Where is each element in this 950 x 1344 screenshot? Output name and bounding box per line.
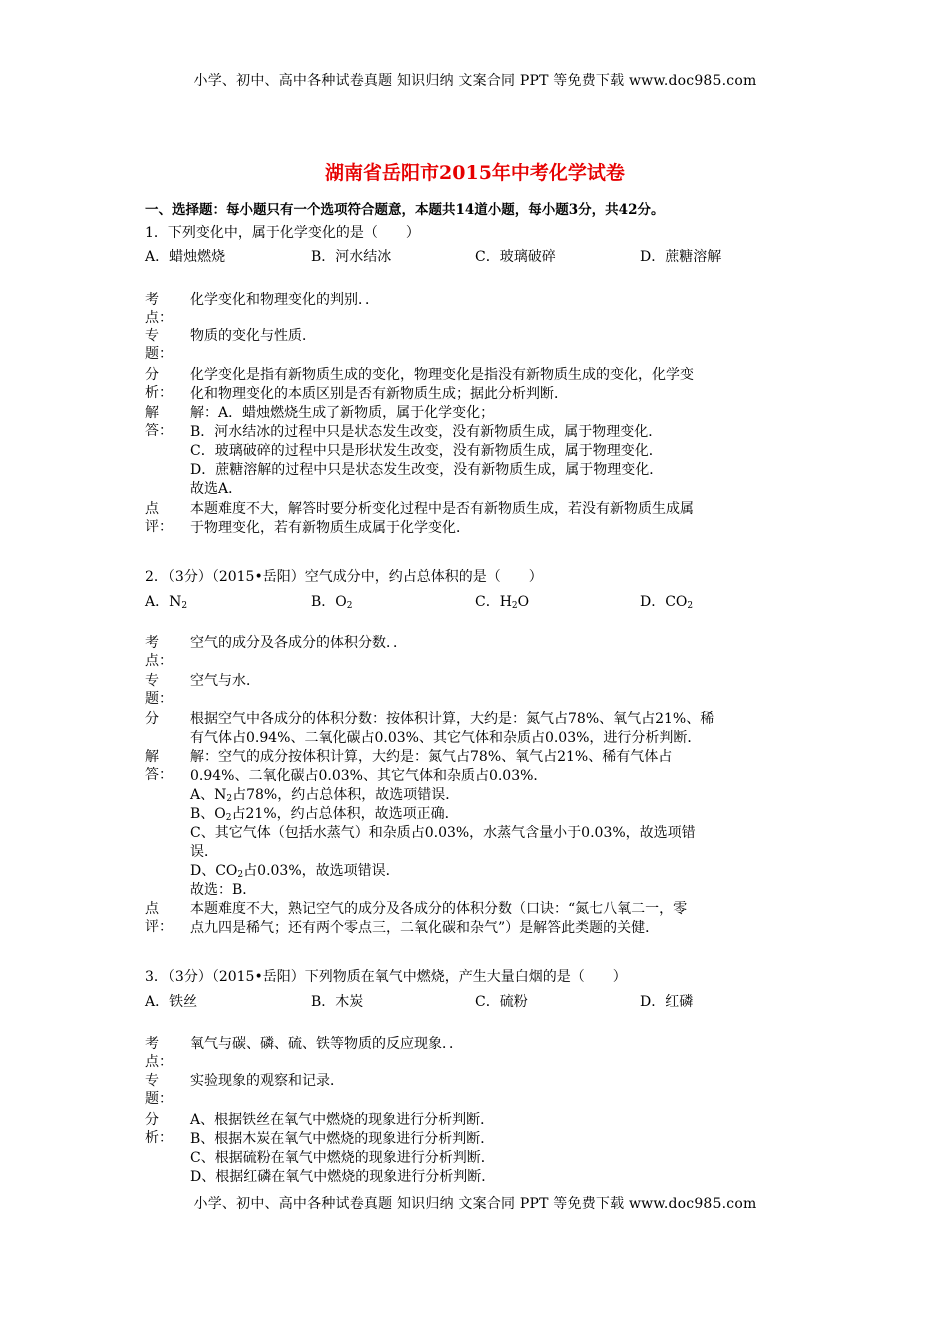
q1-jieda-line: 故选A． <box>190 481 243 497</box>
q1-kaodian: 化学变化和物理变化的判别．． <box>190 292 379 308</box>
label-dianping-2: 评： <box>145 519 173 535</box>
q3-option-c: C．硫粉 <box>475 994 528 1010</box>
q3-option-d: D．红磷 <box>640 994 694 1010</box>
label-jieda-2: 答： <box>145 423 173 439</box>
label-zhuanti-1: 专 <box>145 1073 159 1089</box>
q3-fenxi-line: D、根据红磷在氧气中燃烧的现象进行分析判断． <box>190 1169 496 1185</box>
label-dianping-2: 评： <box>145 919 173 935</box>
label-jieda-1: 解 <box>145 405 159 421</box>
label-zhuanti-2: 题： <box>145 346 173 362</box>
label-fenxi-1: 分 <box>145 711 159 727</box>
label-kaodian-2: 点： <box>145 653 173 669</box>
q2-option-d: D．$CO_2$ <box>640 594 694 611</box>
q2-jieda-a: A、$N_2$占78%，约占总体积，故选项错误． <box>190 787 460 804</box>
q3-fenxi-line: A、根据铁丝在氧气中燃烧的现象进行分析判断． <box>190 1112 495 1128</box>
q1-jieda-line: D．蔗糖溶解的过程中只是状态发生改变，没有新物质生成，属于物理变化． <box>190 462 664 478</box>
q2-kaodian: 空气的成分及各成分的体积分数．． <box>190 635 407 651</box>
label-fenxi-1: 分 <box>145 1112 159 1128</box>
q2-jieda-line: 解：空气的成分按体积计算，大约是：氮气占78%、氧气占21%、稀有气体占 <box>190 749 673 765</box>
q2-dianping-line: 点九四是稀气；还有两个零点三，二氧化碳和杂气”）是解答此类题的关健． <box>190 920 660 936</box>
q1-jieda-line: 解：A．蜡烛燃烧生成了新物质，属于化学变化； <box>190 405 495 421</box>
label-fenxi-2: 析： <box>145 385 173 401</box>
q1-option-b: B．河水结冰 <box>311 249 392 265</box>
q3-kaodian: 氧气与碳、磷、硫、铁等物质的反应现象．． <box>190 1036 463 1052</box>
q2-fenxi-line: 根据空气中各成分的体积分数：按体积计算，大约是：氮气占78%、氧气占21%、稀 <box>190 711 715 727</box>
q1-dianping-line: 本题难度不大，解答时要分析变化过程中是否有新物质生成，若没有新物质生成属 <box>190 501 694 517</box>
label-jieda-2: 答： <box>145 767 173 783</box>
label-kaodian-1: 考 <box>145 1036 159 1052</box>
q1-zhuanti: 物质的变化与性质． <box>190 328 316 344</box>
label-zhuanti-2: 题： <box>145 691 173 707</box>
q1-jieda-line: C．玻璃破碎的过程中只是形状发生改变，没有新物质生成，属于物理变化． <box>190 443 663 459</box>
q2-jieda-b: B、$O_2$占21%，约占总体积，故选项正确． <box>190 806 459 823</box>
q1-fenxi-line: 化学变化是指有新物质生成的变化，物理变化是指没有新物质生成的变化，化学变 <box>190 367 694 383</box>
question-3-stem: 3．（3分）（2015•岳阳）下列物质在氧气中燃烧，产生大量白烟的是（ ） <box>145 969 627 985</box>
label-dianping-1: 点 <box>145 501 159 517</box>
label-fenxi-1: 分 <box>145 367 159 383</box>
label-dianping-1: 点 <box>145 901 159 917</box>
q2-dianping-line: 本题难度不大，熟记空气的成分及各成分的体积分数（口诀：“氮七八氧二一，零 <box>190 901 688 917</box>
q2-zhuanti: 空气与水． <box>190 673 260 689</box>
q1-option-a: A．蜡烛燃烧 <box>145 249 226 265</box>
q3-option-a: A．铁丝 <box>145 994 198 1010</box>
section-heading: 一、选择题：每小题只有一个选项符合题意，本题共14道小题，每小题3分，共42分。 <box>145 202 665 218</box>
label-zhuanti-1: 专 <box>145 328 159 344</box>
q1-dianping-line: 于物理变化，若有新物质生成属于化学变化． <box>190 520 470 536</box>
label-kaodian-1: 考 <box>145 635 159 651</box>
page-footer: 小学、初中、高中各种试卷真题 知识归纳 文案合同 PPT 等免费下载 www.doc985.com <box>193 1196 757 1212</box>
q3-zhuanti: 实验现象的观察和记录． <box>190 1073 344 1089</box>
label-zhuanti-2: 题： <box>145 1091 173 1107</box>
q1-fenxi-line: 化和物理变化的本质区别是否有新物质生成；据此分析判断． <box>190 386 568 402</box>
q2-jieda-c: 误． <box>190 844 218 860</box>
q3-option-b: B．木炭 <box>311 994 364 1010</box>
q2-jieda-d: D、$CO_2$占0.03%，故选项错误． <box>190 863 400 880</box>
q2-jieda-line: 故选：B． <box>190 882 257 898</box>
q2-option-a: A．$N_2$ <box>145 594 188 611</box>
label-fenxi-2: 析： <box>145 1130 173 1146</box>
q3-fenxi-line: B、根据木炭在氧气中燃烧的现象进行分析判断． <box>190 1131 495 1147</box>
q2-jieda-line: 0.94%、二氧化碳占0.03%、其它气体和杂质占0.03%． <box>190 768 548 784</box>
label-kaodian-1: 考 <box>145 292 159 308</box>
page-header: 小学、初中、高中各种试卷真题 知识归纳 文案合同 PPT 等免费下载 www.doc985.com <box>193 73 757 89</box>
q1-jieda-line: B．河水结冰的过程中只是状态发生改变，没有新物质生成，属于物理变化． <box>190 424 663 440</box>
q2-option-c: C．$H_2O$ <box>475 594 530 611</box>
q2-jieda-c: C、其它气体（包括水蒸气）和杂质占0.03%，水蒸气含量小于0.03%，故选项错 <box>190 825 696 841</box>
page-title: 湖南省岳阳市2015年中考化学试卷 <box>325 162 625 184</box>
question-1-stem: 1．下列变化中，属于化学变化的是（ ） <box>145 225 420 241</box>
q2-fenxi-line: 有气体占0.94%、二氧化碳占0.03%、其它气体和杂质占0.03%，进行分析判断． <box>190 730 702 746</box>
label-jieda-1: 解 <box>145 749 159 765</box>
question-2-stem: 2．（3分）（2015•岳阳）空气成分中，约占总体积的是（ ） <box>145 569 543 585</box>
q1-option-c: C．玻璃破碎 <box>475 249 556 265</box>
label-kaodian-2: 点： <box>145 1054 173 1070</box>
q3-fenxi-line: C、根据硫粉在氧气中燃烧的现象进行分析判断． <box>190 1150 495 1166</box>
label-zhuanti-1: 专 <box>145 673 159 689</box>
q2-option-b: B．$O_2$ <box>311 594 353 611</box>
q1-option-d: D．蔗糖溶解 <box>640 249 722 265</box>
label-kaodian-2: 点： <box>145 310 173 326</box>
